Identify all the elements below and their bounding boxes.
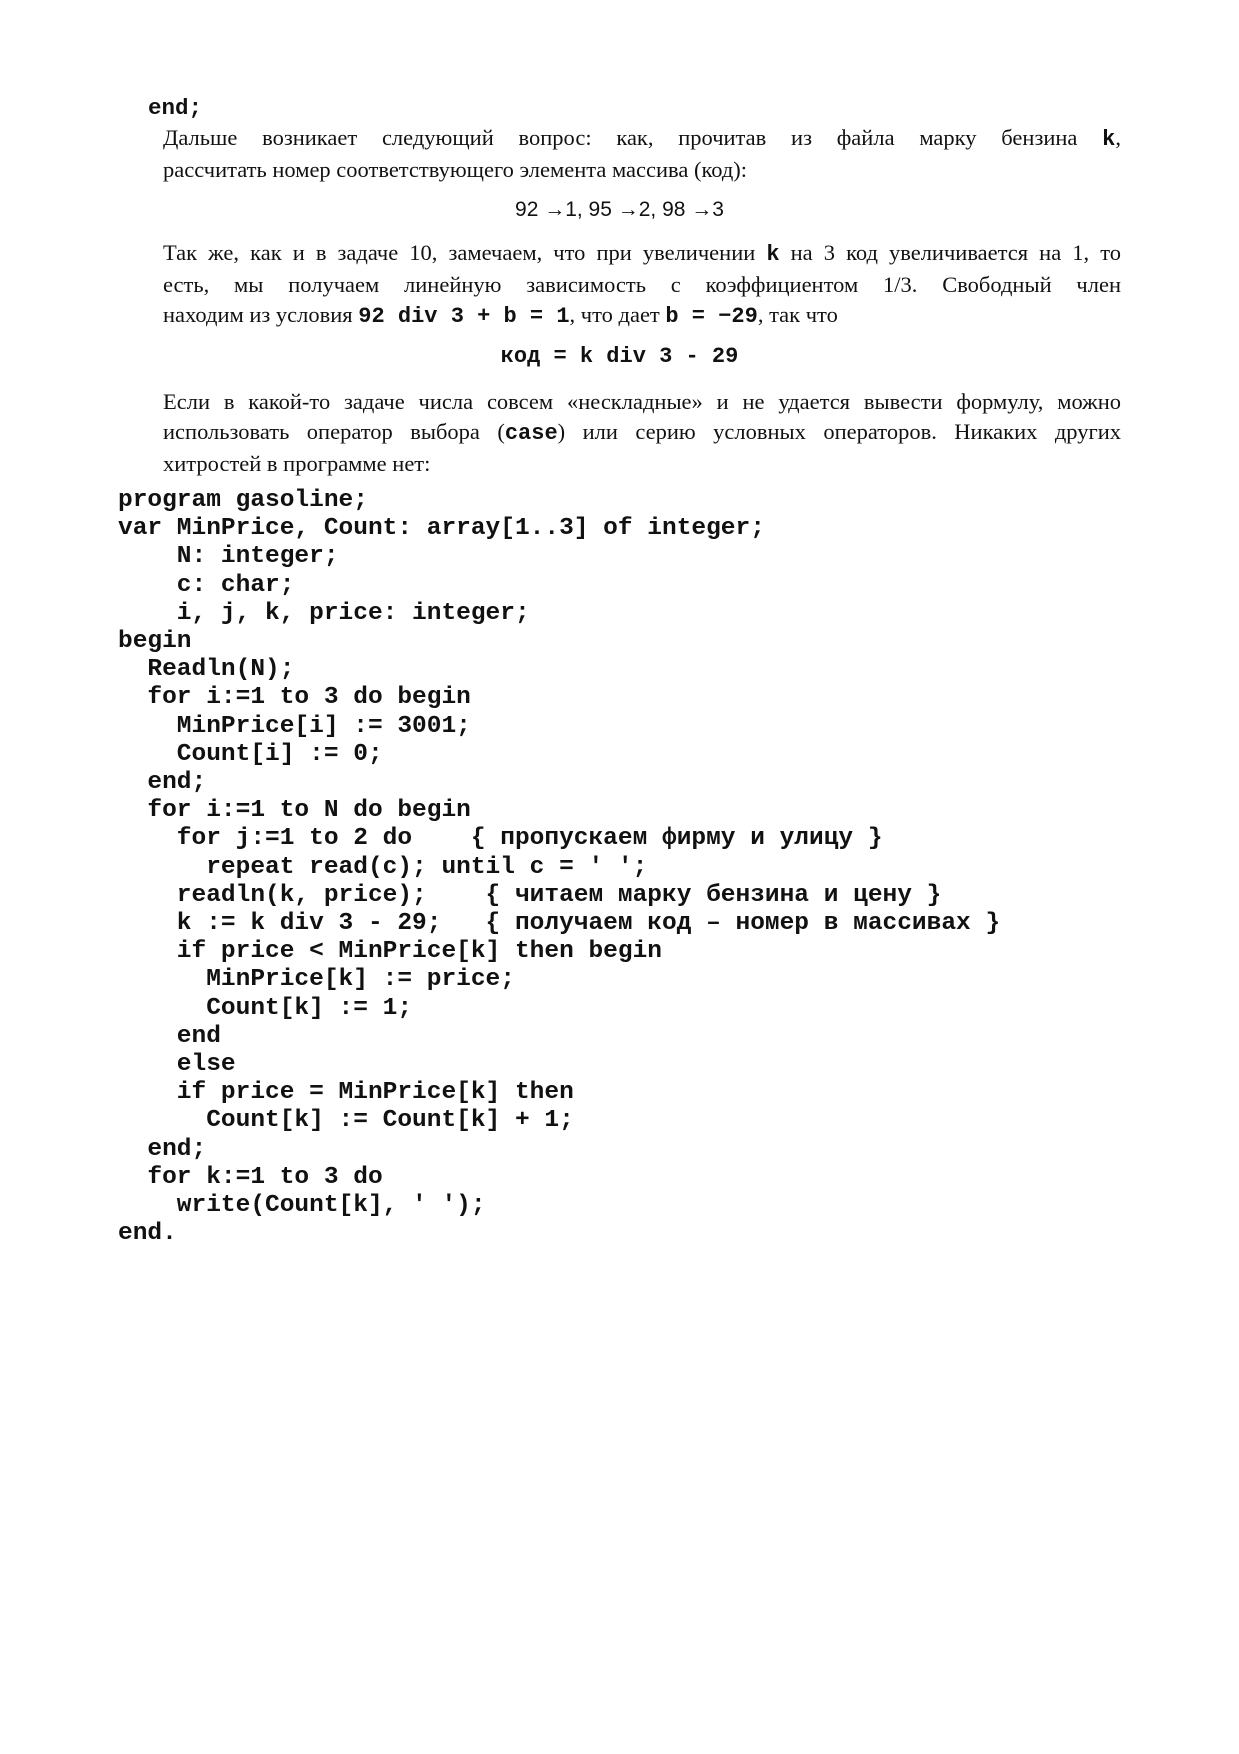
paragraph-case-operator	[163, 387, 1121, 479]
paragraph-reading-question	[163, 123, 1121, 185]
paragraph-line: есть, мы получаем линейную зависимость с коэффициентом 1/3. Свободный член	[163, 272, 1121, 297]
paragraph-line: хитростей в программе нет:	[163, 451, 431, 476]
paragraph-line: находим из условия 92 div 3 + b = 1, что дает b = −29, так что	[163, 302, 838, 329]
paragraph-line: Дальше возникает следующий вопрос: как, прочитав из файла марку бензина k,	[163, 125, 1121, 152]
keyword-case: case	[504, 421, 558, 446]
paragraph-line: рассчитать номер соответствующего элемента массива (код):	[163, 157, 748, 182]
equation-condition: 92 div 3 + b = 1	[358, 304, 570, 329]
code-formula: код = k div 3 - 29	[500, 344, 739, 369]
program-listing: program gasoline; var MinPrice, Count: array[1..3] of integer; N: integer; c: char; i, j, k, price: integer; begin Readln(N); for i:=1 to 3 do begin MinPrice[i] := 3001; Count[i] := 0; end; for i:=1 to N do begin for j:=1 to 2 do { пропускаем фирму и улицу } repeat read(c); until c = ' '; readln(k, price); { читаем марку бензина и цену } k := k div 3 - 29; { получаем код – номер в массивах } if price < MinPrice[k] then begin MinPrice[k] := price; Count[k] := 1; end else if price = MinPrice[k] then Count[k] := Count[k] + 1; end; for k:=1 to 3 do write(Count[k], ' '); end.	[118, 487, 1001, 1248]
grade-code-mapping: 92 →1, 95 →2, 98 →3	[515, 198, 724, 221]
equation-result: b = −29	[665, 304, 758, 329]
code-end-fragment: end;	[148, 95, 203, 121]
paragraph-line: Так же, как и в задаче 10, замечаем, что при увеличении k на 3 код увеличивается на 1, то	[163, 240, 1121, 267]
var-k: k	[766, 242, 780, 267]
paragraph-linear-dependency	[163, 238, 1121, 332]
var-k: k	[1102, 127, 1116, 152]
paragraph-line: Если в какой-то задаче числа совсем «нескладные» и не удается вывести формулу, можно	[163, 389, 1121, 414]
paragraph-line: использовать оператор выбора (case) или серию условных операторов. Никаких других	[163, 419, 1121, 446]
